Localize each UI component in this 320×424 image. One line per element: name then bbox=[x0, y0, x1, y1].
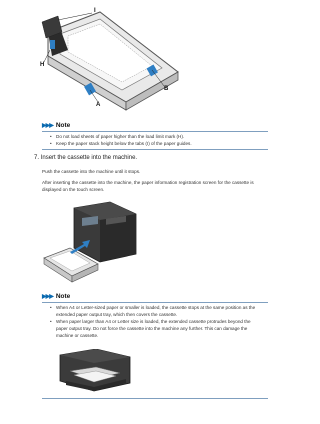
note-icon: ▶▶▶ bbox=[42, 294, 53, 300]
step-instruction: Push the cassette into the machine until it stops. bbox=[42, 169, 141, 174]
step-heading bbox=[34, 155, 137, 161]
note-item: • Keep the paper stack height below the tabs (I) of the paper guides. bbox=[50, 140, 270, 147]
printer-illustration bbox=[40, 198, 140, 288]
note-list bbox=[50, 304, 276, 339]
step-description bbox=[42, 179, 280, 193]
step-number: 7. bbox=[34, 155, 40, 161]
step-description-line: After inserting the cassette into the machine, the paper information registration screen for the cassette is bbox=[42, 180, 254, 185]
printer-insert-cassette-figure bbox=[40, 198, 140, 288]
note-item: • When paper larger than A4 or Letter size is loaded, the extended cassette protrudes beyond the paper output tray. Do not force the cassette into the machine any further. This can damage the machine or cassette. bbox=[50, 318, 276, 339]
note-item: • When A4 or Letter-sized paper or smaller is loaded, the cassette stops at the same position as the extended paper output tray, which then covers the cassette. bbox=[50, 304, 276, 318]
printer-output-tray-figure bbox=[56, 349, 132, 393]
callout-b: B bbox=[164, 86, 169, 92]
note-divider bbox=[42, 398, 268, 399]
note-item: • Do not load sheets of paper higher than the load limit mark (H). bbox=[50, 133, 270, 140]
cassette-illustration bbox=[38, 10, 180, 114]
note-divider bbox=[42, 302, 268, 303]
note-icon: ▶▶▶ bbox=[42, 123, 53, 129]
callout-h: H bbox=[40, 62, 45, 68]
note-title: Note bbox=[55, 293, 71, 300]
note-heading bbox=[42, 122, 70, 129]
note-list bbox=[50, 133, 270, 147]
step-description-line: displayed on the touch screen. bbox=[42, 187, 105, 192]
note-divider bbox=[42, 149, 268, 150]
callout-i: I bbox=[94, 8, 96, 14]
note-title: Note bbox=[55, 122, 71, 129]
callout-a: A bbox=[96, 102, 101, 108]
cassette-paper-guides-figure bbox=[38, 10, 180, 114]
note-divider bbox=[42, 131, 268, 132]
step-title: Insert the cassette into the machine. bbox=[40, 155, 138, 161]
output-tray-illustration bbox=[56, 349, 132, 393]
note-heading bbox=[42, 293, 70, 300]
